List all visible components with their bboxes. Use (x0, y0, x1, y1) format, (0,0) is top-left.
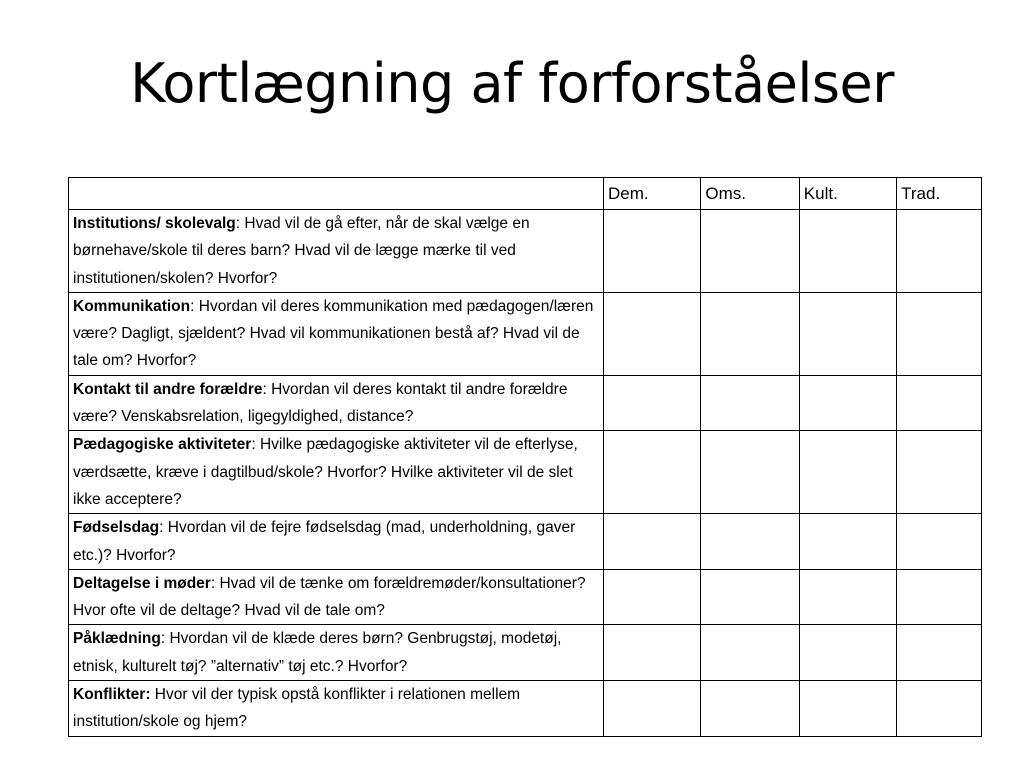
dem-cell (604, 569, 701, 625)
question-cell (69, 514, 604, 570)
dem-cell (604, 681, 701, 737)
kult-cell (799, 514, 896, 570)
dem-cell (604, 375, 701, 431)
header-cell-oms: Oms. (701, 178, 799, 210)
oms-cell (701, 210, 799, 293)
question-cell (69, 375, 604, 431)
oms-cell (701, 375, 799, 431)
oms-cell (701, 514, 799, 570)
kult-cell (799, 431, 896, 514)
kult-cell (799, 681, 896, 737)
trad-cell (897, 292, 982, 375)
question-cell (69, 292, 604, 375)
trad-cell (897, 210, 982, 293)
topic-separator: : (210, 574, 216, 592)
header-cell-kult: Kult. (799, 178, 896, 210)
topic-term: Påklædning (73, 630, 161, 648)
trad-cell (897, 625, 982, 681)
oms-cell (701, 625, 799, 681)
header-cell-dem: Dem. (604, 178, 701, 210)
topic-text: Hvordan vil deres kommunikation med pædagogen/læren være? Dagligt, sjældent? Hvad vil kommunikationen bestå af? Hvad vil de tale om? Hvorfor? (73, 297, 594, 370)
oms-cell (701, 431, 799, 514)
oms-cell (701, 681, 799, 737)
table-row (69, 210, 982, 293)
trad-cell (897, 431, 982, 514)
oms-cell (701, 292, 799, 375)
topic-term: Kontakt til andre forældre (73, 380, 263, 398)
table-row (69, 292, 982, 375)
kult-cell (799, 375, 896, 431)
dem-cell (604, 625, 701, 681)
topic-text: Hvad vil de tænke om forældremøder/konsultationer? Hvor ofte vil de deltage? Hvad vil de tale om? (73, 574, 586, 620)
table-header-row (69, 178, 982, 210)
topic-term: Deltagelse i møder (73, 574, 211, 592)
table-row (69, 681, 982, 737)
kult-cell (799, 210, 896, 293)
kult-cell (799, 625, 896, 681)
header-cell-topic (69, 178, 604, 210)
topic-text: Hvordan vil de klæde deres børn? Genbrugstøj, modetøj, etnisk, kulturelt tøj? ”alternativ” tøj etc.? Hvorfor? (73, 630, 562, 675)
kult-cell (799, 292, 896, 375)
topic-term: Pædagogiske aktiviteter (73, 436, 252, 454)
question-cell (69, 569, 604, 625)
kult-cell (799, 569, 896, 625)
trad-cell (897, 569, 982, 625)
header-cell-trad: Trad. (897, 178, 982, 210)
topic-text: Hvilke pædagogiske aktiviteter vil de efterlyse, værdsætte, kræve i dagtilbud/skole? Hvorfor? Hvilke aktiviteter vil de slet ikke acceptere? (73, 436, 578, 508)
dem-cell (604, 292, 701, 375)
topic-term: Institutions/ skolevalg (73, 215, 236, 232)
topic-term: Konflikter: (73, 686, 151, 704)
trad-cell (897, 681, 982, 737)
topic-separator: : (235, 215, 241, 232)
trad-cell (897, 514, 982, 570)
dem-cell (604, 514, 701, 570)
dem-cell (604, 210, 701, 293)
topic-separator: : (262, 380, 267, 398)
table-row (69, 625, 982, 681)
slide-title: Kortlægning af forforståelser (130, 52, 894, 115)
question-cell (69, 625, 604, 681)
topic-separator: : (190, 297, 195, 315)
question-cell (69, 431, 604, 514)
question-cell (69, 681, 604, 737)
trad-cell (897, 375, 982, 431)
topic-text: Hvor vil der typisk opstå konflikter i relationen mellem institution/skole og hjem? (73, 686, 521, 731)
assessment-table (68, 177, 982, 737)
topic-separator: : (160, 630, 166, 648)
topic-separator: : (159, 519, 164, 537)
topic-term: Kommunikation (73, 297, 191, 315)
topic-text: Hvordan vil de fejre fødselsdag (mad, underholdning, gaver etc.)? Hvorfor? (73, 519, 576, 564)
dem-cell (604, 431, 701, 514)
topic-separator: : (251, 436, 256, 454)
topic-term: Fødselsdag (73, 519, 160, 537)
table-row (69, 569, 982, 625)
table-row (69, 375, 982, 431)
table-row (69, 514, 982, 570)
topic-text: Hvordan vil deres kontakt til andre forældre være? Venskabsrelation, ligegyldighed, distance? (73, 380, 568, 426)
topic-text: Hvad vil de gå efter, når de skal vælge en børnehave/skole til deres barn? Hvad vil de lægge mærke til ved institutionen/skolen? Hvorfor? (73, 215, 530, 287)
question-cell (69, 210, 604, 293)
oms-cell (701, 569, 799, 625)
table-row (69, 431, 982, 514)
